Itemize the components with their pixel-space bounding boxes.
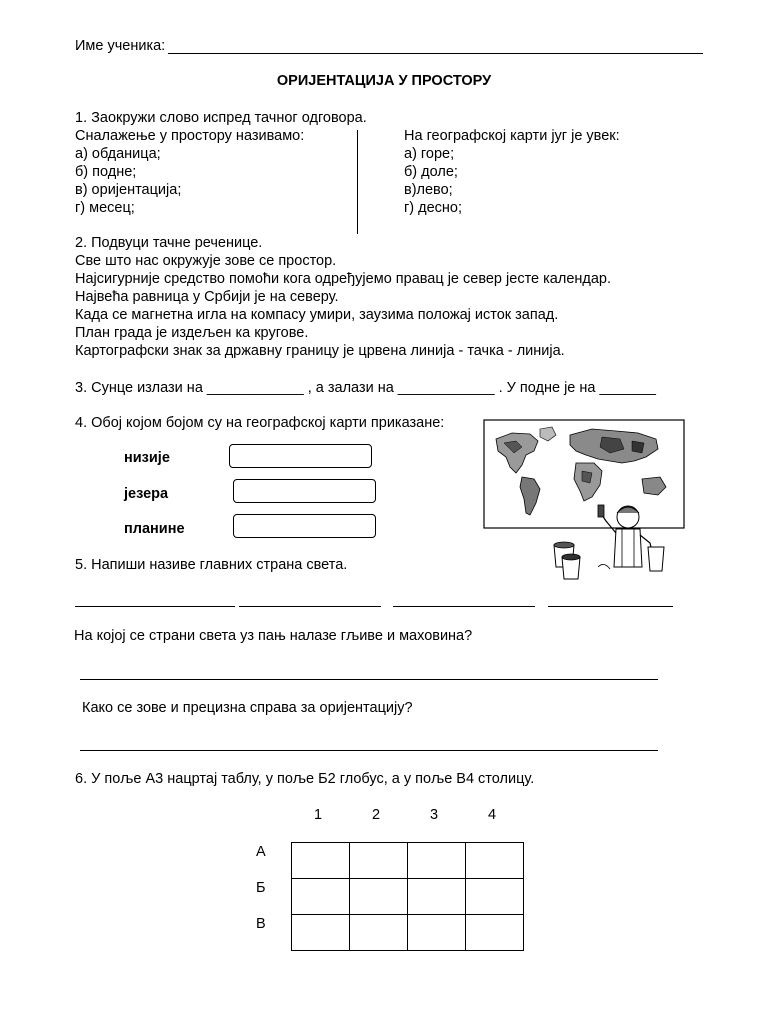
grid-cell-a4[interactable] — [466, 843, 524, 879]
q2-instruction: 2. Подвуци тачне реченице. — [75, 235, 263, 251]
q2-sentence[interactable]: Када се магнетна игла на компасу умири, заузима положај исток запад. — [75, 307, 559, 323]
student-name-label: Име ученика: — [75, 38, 166, 54]
grid-cell-b4[interactable] — [466, 879, 524, 915]
grid-cell-b2[interactable] — [350, 879, 408, 915]
q4-item-label: низије — [124, 450, 170, 466]
q4-color-box[interactable] — [233, 479, 376, 503]
q1-left-option[interactable]: б) подне; — [75, 164, 137, 180]
grid-column-label: 4 — [488, 807, 497, 823]
grid-column-label: 2 — [372, 807, 381, 823]
grid-cell-c3[interactable] — [408, 915, 466, 951]
grid-row — [292, 879, 524, 915]
grid-row-label: Б — [256, 880, 266, 896]
grid-cell-c2[interactable] — [350, 915, 408, 951]
grid-cell-a2[interactable] — [350, 843, 408, 879]
q2-sentence[interactable]: Највећа равница у Србији је на северу. — [75, 289, 339, 305]
q1-right-option[interactable]: а) горе; — [404, 146, 455, 162]
q6-instruction: 6. У поље А3 нацртај таблу, у поље Б2 глобус, а у поље В4 столицу. — [75, 771, 535, 787]
q5-followup-answer-line[interactable] — [80, 679, 658, 680]
q5-answer-line[interactable] — [548, 606, 673, 607]
grid-cell-c1[interactable] — [292, 915, 350, 951]
q5-answer-line[interactable] — [239, 606, 381, 607]
q1-right-question: На географској карти југ је увек: — [404, 128, 620, 144]
q1-right-option[interactable]: б) доле; — [404, 164, 458, 180]
grid-cell-b1[interactable] — [292, 879, 350, 915]
grid-row — [292, 843, 524, 879]
q1-right-option[interactable]: в)лево; — [404, 182, 453, 198]
drawing-grid — [291, 842, 524, 951]
q1-left-option[interactable]: а) обданица; — [75, 146, 161, 162]
grid-row — [292, 915, 524, 951]
grid-cell-a3[interactable] — [408, 843, 466, 879]
q1-instruction: 1. Заокружи слово испред тачног одговора. — [75, 110, 367, 126]
page-title: ОРИЈЕНТАЦИЈА У ПРОСТОРУ — [276, 73, 492, 89]
q5-instruction: 5. Напиши називе главних страна света. — [75, 557, 348, 573]
q4-instruction: 4. Обој којом бојом су на географској карти приказане: — [75, 415, 445, 431]
grid-row-label: А — [256, 844, 266, 860]
q4-color-box[interactable] — [229, 444, 372, 468]
column-divider — [357, 130, 358, 234]
q1-left-option[interactable]: г) месец; — [75, 200, 135, 216]
q4-item-label: језера — [124, 486, 169, 502]
grid-cell-b3[interactable] — [408, 879, 466, 915]
q4-item-label: планине — [124, 521, 185, 537]
grid-cell-c4[interactable] — [466, 915, 524, 951]
q5-followup-answer-line[interactable] — [80, 750, 658, 751]
painter-world-map-illustration — [482, 417, 687, 585]
q3-text[interactable]: 3. Сунце излази на ____________ , а залази на ____________ . У подне је на _______ — [75, 380, 656, 396]
student-name-field[interactable] — [168, 53, 703, 54]
q1-left-question: Сналажење у простору називамо: — [75, 128, 305, 144]
grid-row-label: В — [256, 916, 266, 932]
q5-followup-question: На којој се страни света уз пањ налазе гљиве и маховина? — [74, 628, 473, 644]
q2-sentence[interactable]: Картографски знак за државну границу је црвена линија - тачка - линија. — [75, 343, 565, 359]
q1-left-option[interactable]: в) оријентација; — [75, 182, 182, 198]
q2-sentence[interactable]: План града је издељен ка кругове. — [75, 325, 309, 341]
q2-sentence[interactable]: Све што нас окружује зове се простор. — [75, 253, 337, 269]
q5-answer-line[interactable] — [75, 606, 235, 607]
q1-right-option[interactable]: г) десно; — [404, 200, 463, 216]
grid-column-label: 3 — [430, 807, 439, 823]
q2-sentence[interactable]: Најсигурније средство помоћи кога одређујемо правац је север јесте календар. — [75, 271, 612, 287]
q5-followup-question: Како се зове и прецизна справа за оријентацију? — [82, 700, 413, 716]
grid-cell-a1[interactable] — [292, 843, 350, 879]
q4-color-box[interactable] — [233, 514, 376, 538]
q5-answer-line[interactable] — [393, 606, 535, 607]
grid-column-label: 1 — [314, 807, 323, 823]
